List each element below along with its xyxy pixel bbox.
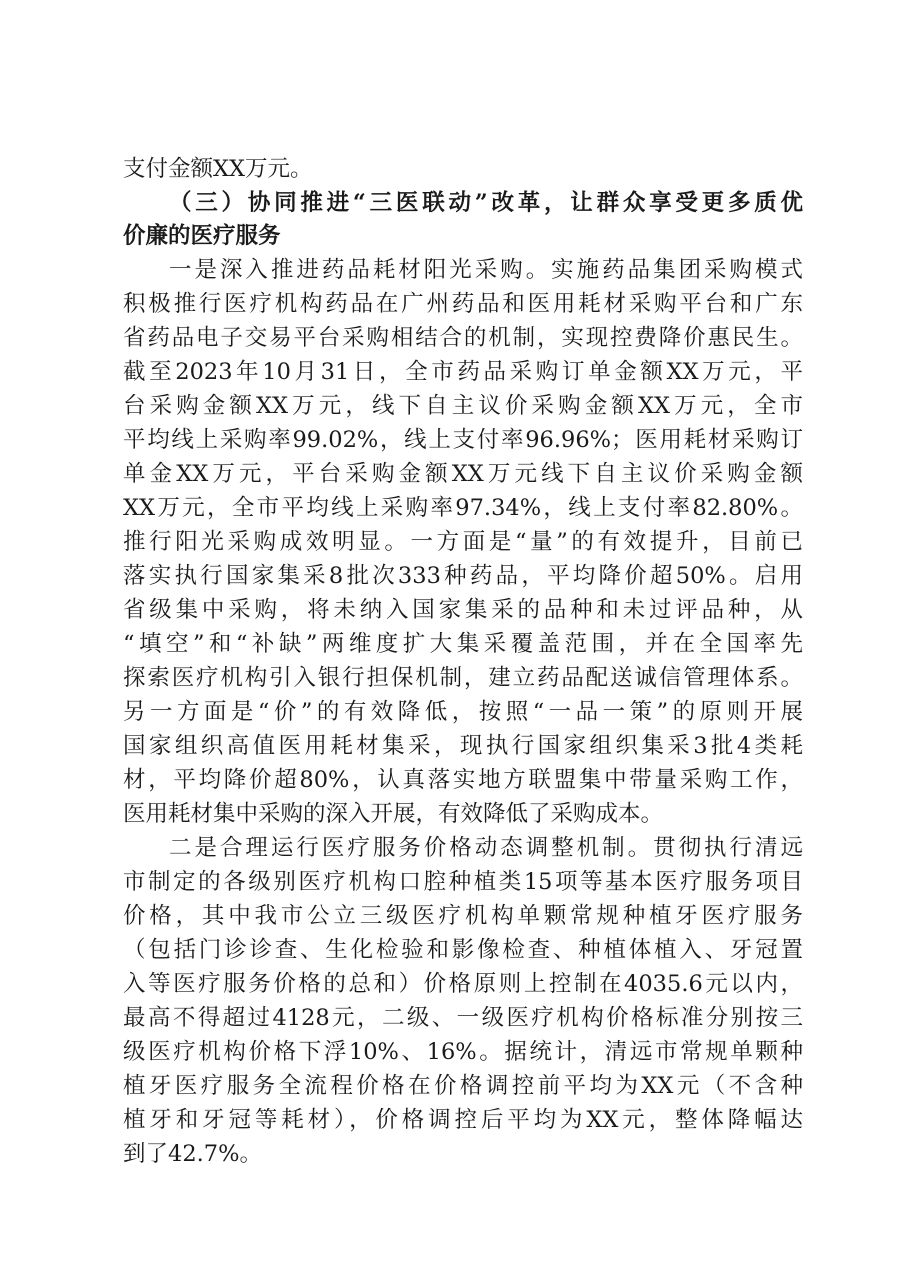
paragraph-line: 二是合理运行医疗服务价格动态调整机制。贯彻执行清远 <box>169 835 803 861</box>
paragraph-line: 另一方面是“价”的有效降低，按照“一品一策”的原则开展 <box>123 699 803 725</box>
paragraph-line: 入等医疗服务价格的总和）价格原则上控制在4035.6元以内， <box>123 971 803 997</box>
paragraph-line: 级医疗机构价格下浮10%、16%。据统计，清远市常规单颗种 <box>123 1039 803 1065</box>
paragraph-line: 一是深入推进药品耗材阳光采购。实施药品集团采购模式 <box>169 257 803 283</box>
paragraph-line: 医用耗材集中采购的深入开展，有效降低了采购成本。 <box>123 801 664 827</box>
paragraph-line: 推行阳光采购成效明显。一方面是“量”的有效提升，目前已 <box>123 529 803 555</box>
paragraph-line: 最高不得超过4128元，二级、一级医疗机构价格标准分别按三 <box>123 1005 803 1031</box>
paragraph-line: 到了42.7%。 <box>123 1141 262 1167</box>
section-heading-line: 价廉的医疗服务 <box>123 223 281 249</box>
paragraph-line: 积极推行医疗机构药品在广州药品和医用耗材采购平台和广东 <box>123 291 803 317</box>
paragraph-line: 国家组织高值医用耗材集采，现执行国家组织集采3批4类耗 <box>123 733 803 759</box>
paragraph-line: 落实执行国家集采8批次333种药品，平均降价超50%。启用 <box>123 563 803 589</box>
paragraph-line: （包括门诊诊查、生化检验和影像检查、种植体植入、牙冠置 <box>123 937 803 963</box>
paragraph-line: 省药品电子交易平台采购相结合的机制，实现控费降价惠民生。 <box>123 325 803 351</box>
paragraph-line: 省级集中采购，将未纳入国家集采的品种和未过评品种，从 <box>123 597 803 623</box>
paragraph-line: 价格，其中我市公立三级医疗机构单颗常规种植牙医疗服务 <box>123 903 803 929</box>
paragraph-line: 探索医疗机构引入银行担保机制，建立药品配送诚信管理体系。 <box>123 665 803 691</box>
paragraph-line: 材，平均降价超80%，认真落实地方联盟集中带量采购工作， <box>123 767 803 793</box>
paragraph-line: “填空”和“补缺”两维度扩大集采覆盖范围，并在全国率先 <box>123 631 803 657</box>
paragraph-line: 截至2023年10月31日，全市药品采购订单金额XX万元，平 <box>123 359 803 385</box>
section-heading-line: （三）协同推进“三医联动”改革，让群众享受更多质优 <box>169 190 803 216</box>
paragraph-line: 植牙和牙冠等耗材），价格调控后平均为XX元，整体降幅达 <box>123 1107 803 1133</box>
paragraph-line: 单金XX万元，平台采购金额XX万元线下自主议价采购金额 <box>123 461 803 487</box>
paragraph-line: 平均线上采购率99.02%，线上支付率96.96%；医用耗材采购订 <box>123 427 803 453</box>
paragraph-line: 台采购金额XX万元，线下自主议价采购金额XX万元，全市 <box>123 393 803 419</box>
paragraph-line: 市制定的各级别医疗机构口腔种植类15项等基本医疗服务项目 <box>123 869 803 895</box>
paragraph-line: 支付金额XX万元。 <box>123 156 313 182</box>
paragraph-line: 植牙医疗服务全流程价格在价格调控前平均为XX元（不含种 <box>123 1073 803 1099</box>
paragraph-line: XX万元，全市平均线上采购率97.34%，线上支付率82.80%。 <box>123 495 803 521</box>
